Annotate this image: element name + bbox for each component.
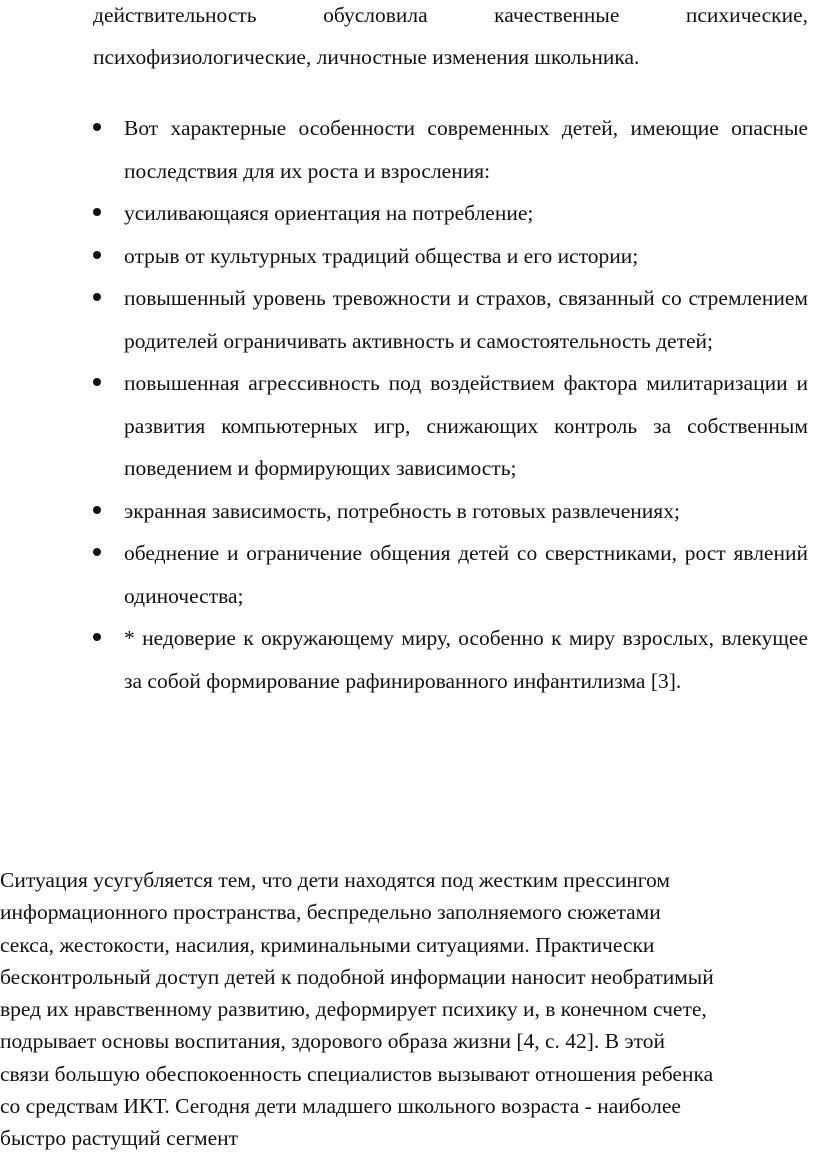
closing-line: информационного пространства, беспредельно заполняемого сюжетами (0, 900, 661, 925)
bullet-icon (93, 251, 101, 259)
bullet-icon (93, 378, 101, 386)
closing-line: быстро растущий сегмент (0, 1126, 239, 1151)
closing-line: связи большую обеспокоенность специалистов вызывают отношения ребенка (0, 1061, 714, 1086)
list-item-text: повышенный уровень тревожности и страхов, связанный со стремлением родителей ограничивать активность и самостоятельность детей; (124, 286, 808, 353)
closing-line: подрывает основы воспитания, здорового образа жизни [4, с. 42]. В этой (0, 1029, 666, 1054)
bullet-icon (93, 293, 101, 301)
bullet-icon (93, 506, 101, 514)
list-item (93, 362, 808, 490)
bullet-icon (93, 208, 101, 216)
list-item-text: Вот характерные особенности современных детей, имеющие опасные последствия для их роста и взросления: (124, 116, 808, 183)
list-item-text: отрыв от культурных традиций общества и его истории; (124, 243, 639, 268)
list-item-text: экранная зависимость, потребность в готовых развлечениях; (124, 498, 680, 523)
list-item (93, 192, 808, 235)
list-item (93, 617, 808, 702)
list-item (93, 532, 808, 617)
intro-line-2: психофизиологические, личностные изменения школьника. (93, 45, 640, 69)
closing-line: вред их нравственному развитию, деформирует психику и, в конечном счете, (0, 997, 707, 1022)
bullet-icon (93, 548, 101, 556)
closing-line: бесконтрольный доступ детей к подобной информации наносит необратимый (0, 964, 714, 989)
intro-line-1: действительность обусловила качественные психические, (93, 3, 808, 27)
list-item (93, 107, 808, 192)
bullet-icon (93, 123, 101, 131)
bullet-icon (93, 633, 101, 641)
list-item-text: усиливающаяся ориентация на потребление; (124, 201, 534, 225)
closing-line: Ситуация усугубляется тем, что дети находятся под жестким прессингом (0, 868, 670, 892)
closing-line: со средствам ИКТ. Сегодня дети младшего школьного возраста - наиболее (0, 1094, 681, 1119)
list-item (93, 490, 808, 533)
list-item-text: обеднение и ограничение общения детей со сверстниками, рост явлений одиночества; (124, 541, 808, 608)
list-item-text: повышенная агрессивность под воздействием фактора милитаризации и развития компьютерных игр, снижающих контроль за собственным поведением и формирующих зависимость; (124, 371, 808, 480)
closing-line: секса, жестокости, насилия, криминальными ситуациями. Практически (0, 932, 655, 957)
list-item-text: * недоверие к окружающему миру, особенно к миру взрослых, влекущее за собой формирование рафинированного инфантилизма [3]. (124, 626, 808, 693)
list-item (93, 235, 808, 278)
bullet-list (93, 107, 808, 702)
list-item (93, 277, 808, 362)
intro-paragraph (93, 0, 808, 78)
closing-paragraph (0, 864, 814, 1155)
